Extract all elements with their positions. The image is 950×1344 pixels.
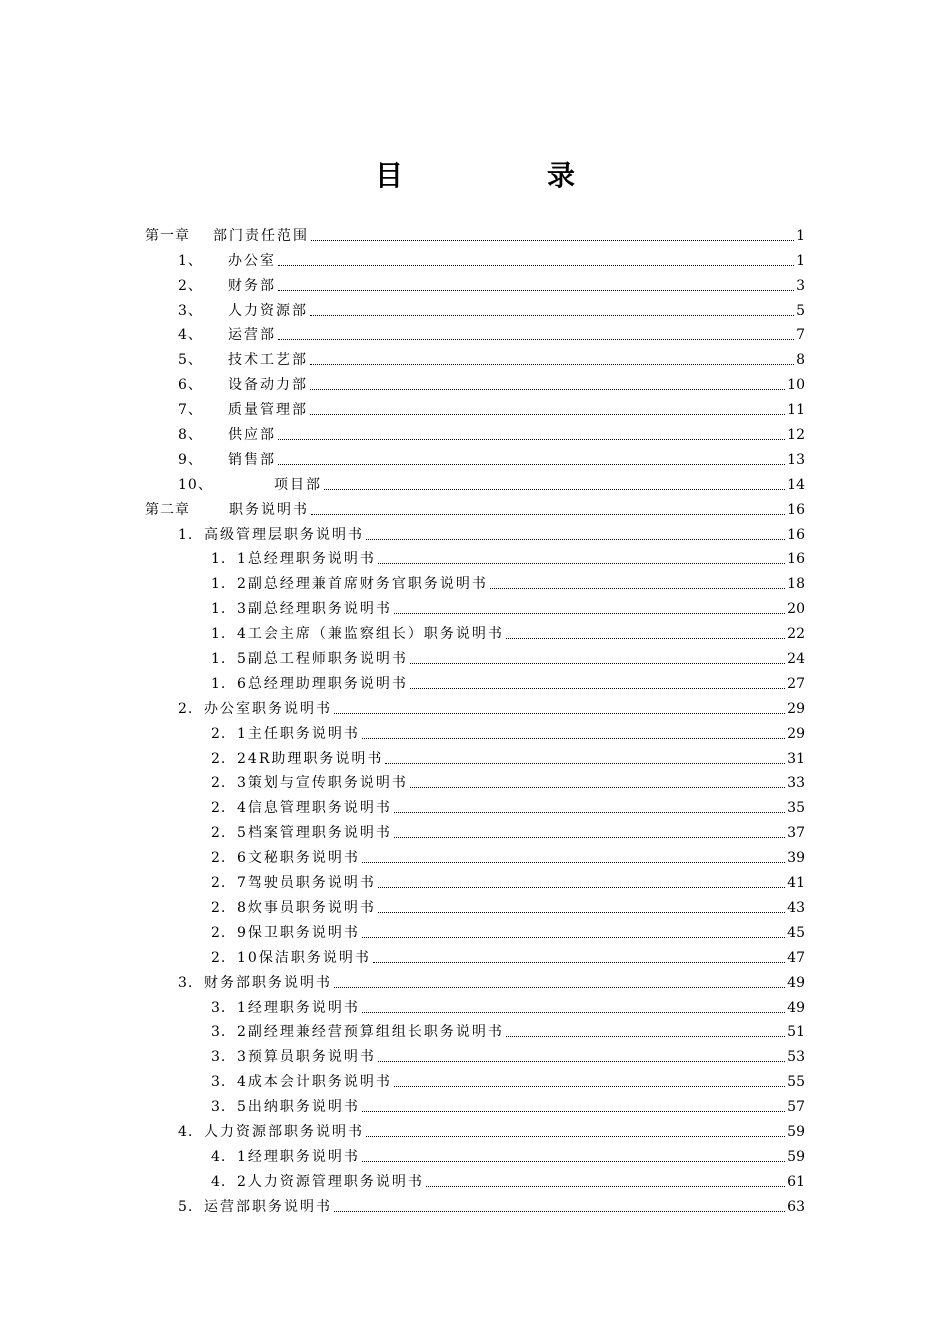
toc-entry-number: 8、 — [178, 427, 203, 444]
toc-entry[interactable] — [0, 792, 950, 817]
dot-leader — [362, 1012, 785, 1013]
dot-leader — [506, 638, 785, 639]
toc-entry-page-number: 39 — [787, 850, 805, 867]
toc-entry[interactable] — [0, 693, 950, 718]
toc-entry[interactable] — [0, 992, 950, 1017]
toc-entry-row — [0, 277, 950, 295]
toc-entry[interactable] — [0, 344, 950, 369]
toc-entry[interactable] — [0, 668, 950, 693]
dot-leader — [278, 265, 794, 266]
toc-entry-label: 供应部 — [228, 427, 276, 444]
toc-entry-number: 3. — [211, 1049, 227, 1066]
dot-leader — [310, 414, 785, 415]
dot-leader — [310, 315, 794, 316]
toc-entry[interactable] — [0, 369, 950, 394]
toc-entry[interactable] — [0, 643, 950, 668]
toc-entry[interactable] — [0, 519, 950, 544]
toc-entry-row — [0, 1198, 950, 1216]
toc-entry-page-number: 59 — [787, 1148, 805, 1165]
dot-leader — [410, 688, 785, 689]
toc-entry-row — [0, 351, 950, 369]
dot-leader — [378, 912, 785, 913]
toc-entry[interactable] — [0, 444, 950, 469]
toc-entry-number: 1. — [211, 651, 227, 668]
toc-entry-label: 运营部职务说明书 — [204, 1198, 332, 1215]
toc-entry-page-number: 53 — [787, 1049, 805, 1066]
toc-entry-number: 4. — [211, 1173, 227, 1190]
toc-entry-row — [0, 675, 950, 693]
toc-entry-number: 第二章 — [145, 501, 190, 518]
dot-leader — [378, 1061, 785, 1062]
toc-entry-number: 3. — [211, 1024, 227, 1041]
toc-entry-label: 运营部 — [228, 327, 276, 344]
toc-entry[interactable] — [0, 320, 950, 345]
toc-entry-number: 2. — [211, 800, 227, 817]
dot-leader — [410, 787, 785, 788]
toc-entry-number: 1. — [211, 576, 227, 593]
toc-entry[interactable] — [0, 1191, 950, 1216]
page-title: 目 录 — [374, 159, 633, 192]
toc-entry-row — [0, 849, 950, 867]
toc-entry-number: 2. — [211, 850, 227, 867]
toc-entry-number: 2. — [211, 875, 227, 892]
toc-entry[interactable] — [0, 469, 950, 494]
dot-leader — [366, 1136, 785, 1137]
toc-entry-page-number: 57 — [787, 1099, 805, 1116]
toc-entry[interactable] — [0, 1041, 950, 1066]
toc-entry[interactable] — [0, 1066, 950, 1091]
toc-entry-label: 6总经理助理职务说明书 — [237, 675, 408, 692]
toc-entry-label: 7驾驶员职务说明书 — [237, 875, 376, 892]
toc-entry[interactable] — [0, 768, 950, 793]
toc-entry-page-number: 63 — [787, 1198, 805, 1215]
toc-entry-number: 2. — [211, 825, 227, 842]
toc-entry-row — [0, 700, 950, 718]
dot-leader — [278, 439, 785, 440]
toc-entry-page-number: 41 — [787, 875, 805, 892]
toc-entry-page-number: 49 — [787, 974, 805, 991]
dot-leader — [324, 489, 785, 490]
toc-entry-label: 4信息管理职务说明书 — [237, 800, 392, 817]
toc-entry-row — [0, 924, 950, 942]
toc-entry-row — [0, 899, 950, 917]
toc-entry-label: 5出纳职务说明书 — [237, 1099, 360, 1116]
toc-entry-number: 4. — [211, 1148, 227, 1165]
toc-entry-row — [0, 824, 950, 842]
toc-entry-label: 1主任职务说明书 — [237, 725, 360, 742]
toc-entry-label: 10保洁职务说明书 — [237, 949, 371, 966]
toc-entry[interactable] — [0, 494, 950, 519]
toc-entry-number: 5. — [178, 1198, 194, 1215]
toc-entry-row — [0, 451, 950, 469]
toc-entry-number: 2. — [211, 924, 227, 941]
toc-entry-number: 9、 — [178, 451, 203, 468]
toc-entry-page-number: 61 — [787, 1173, 805, 1190]
toc-entry-row — [0, 401, 950, 419]
toc-entry-row — [0, 550, 950, 568]
toc-entry-page-number: 22 — [787, 626, 805, 643]
toc-entry[interactable] — [0, 743, 950, 768]
toc-entry-number: 3. — [211, 999, 227, 1016]
dot-leader — [311, 240, 794, 241]
toc-entry[interactable] — [0, 419, 950, 444]
toc-entry-number: 5、 — [178, 352, 203, 369]
dot-leader — [362, 1161, 785, 1162]
toc-entry[interactable] — [0, 618, 950, 643]
toc-entry-row — [0, 1098, 950, 1116]
dot-leader — [394, 837, 785, 838]
toc-entry-number: 2. — [211, 949, 227, 966]
toc-entry-page-number: 33 — [787, 775, 805, 792]
toc-entry-row — [0, 774, 950, 792]
toc-entry-row — [0, 326, 950, 344]
toc-entry-row — [0, 476, 950, 494]
toc-entry[interactable] — [0, 892, 950, 917]
table-of-contents — [0, 220, 950, 1216]
toc-entry-number: 第一章 — [145, 227, 190, 244]
toc-entry[interactable] — [0, 1141, 950, 1166]
dot-leader — [278, 290, 794, 291]
toc-entry[interactable] — [0, 817, 950, 842]
toc-entry-number: 3、 — [178, 302, 203, 319]
dot-leader — [334, 987, 785, 988]
toc-entry[interactable] — [0, 245, 950, 270]
dot-leader — [394, 613, 785, 614]
toc-entry-number: 2. — [211, 750, 227, 767]
toc-entry-row — [0, 1023, 950, 1041]
toc-entry-label: 高级管理层职务说明书 — [204, 526, 364, 543]
toc-entry-label: 项目部 — [274, 476, 322, 493]
toc-entry-label: 技术工艺部 — [228, 352, 308, 369]
toc-entry-number: 7、 — [178, 402, 203, 419]
toc-entry[interactable] — [0, 394, 950, 419]
toc-entry-label: 5档案管理职务说明书 — [237, 825, 392, 842]
toc-entry-label: 部门责任范围 — [213, 227, 309, 244]
dot-leader — [490, 588, 785, 589]
toc-entry-page-number: 51 — [787, 1024, 805, 1041]
toc-entry-row — [0, 575, 950, 593]
toc-entry[interactable] — [0, 1017, 950, 1042]
toc-entry-page-number: 8 — [796, 352, 805, 369]
toc-entry-label: 4成本会计职务说明书 — [237, 1074, 392, 1091]
toc-entry[interactable] — [0, 568, 950, 593]
dot-leader — [385, 763, 785, 764]
toc-entry-page-number: 13 — [787, 451, 805, 468]
toc-entry-page-number: 43 — [787, 899, 805, 916]
toc-entry-label: 2副经理兼经营预算组组长职务说明书 — [237, 1024, 504, 1041]
toc-entry-page-number: 1 — [796, 252, 805, 269]
toc-entry-row — [0, 1048, 950, 1066]
toc-entry-page-number: 10 — [787, 377, 805, 394]
toc-entry-row — [0, 1123, 950, 1141]
toc-entry-number: 2. — [211, 725, 227, 742]
toc-entry-page-number: 29 — [787, 700, 805, 717]
toc-entry-row — [0, 949, 950, 967]
toc-entry-page-number: 20 — [787, 601, 805, 618]
toc-entry-label: 销售部 — [228, 451, 276, 468]
toc-entry[interactable] — [0, 544, 950, 569]
dot-leader — [362, 862, 785, 863]
toc-entry-label: 设备动力部 — [228, 377, 308, 394]
toc-entry-row — [0, 650, 950, 668]
toc-entry-row — [0, 874, 950, 892]
toc-entry-page-number: 7 — [796, 327, 805, 344]
toc-entry-page-number: 3 — [796, 277, 805, 294]
toc-entry-number: 2. — [178, 700, 194, 717]
dot-leader — [334, 713, 785, 714]
toc-entry-row — [0, 799, 950, 817]
toc-entry-label: 2副总经理兼首席财务官职务说明书 — [237, 576, 488, 593]
toc-entry-number: 1. — [178, 526, 194, 543]
toc-entry-page-number: 37 — [787, 825, 805, 842]
dot-leader — [362, 738, 785, 739]
toc-entry[interactable] — [0, 1116, 950, 1141]
dot-leader — [410, 663, 785, 664]
dot-leader — [506, 1036, 785, 1037]
toc-entry-page-number: 18 — [787, 576, 805, 593]
toc-entry-number: 3. — [211, 1099, 227, 1116]
dot-leader — [362, 1111, 785, 1112]
toc-entry-page-number: 35 — [787, 800, 805, 817]
toc-entry-number: 2. — [211, 899, 227, 916]
toc-entry-row — [0, 1148, 950, 1166]
toc-entry-page-number: 49 — [787, 999, 805, 1016]
toc-entry[interactable] — [0, 1166, 950, 1191]
toc-entry-label: 2人力资源管理职务说明书 — [237, 1173, 424, 1190]
toc-entry-label: 3策划与宣传职务说明书 — [237, 775, 408, 792]
toc-entry-number: 3. — [178, 974, 194, 991]
dot-leader — [378, 887, 785, 888]
toc-entry-page-number: 1 — [796, 227, 805, 244]
toc-entry-label: 24R助理职务说明书 — [237, 750, 384, 767]
toc-entry-row — [0, 302, 950, 320]
toc-entry-label: 5副总工程师职务说明书 — [237, 651, 408, 668]
toc-entry-label: 办公室职务说明书 — [204, 700, 332, 717]
dot-leader — [394, 812, 785, 813]
toc-entry-page-number: 45 — [787, 924, 805, 941]
dot-leader — [394, 1086, 785, 1087]
dot-leader — [278, 339, 794, 340]
toc-entry-row — [0, 725, 950, 743]
toc-entry-page-number: 12 — [787, 427, 805, 444]
toc-entry-page-number: 24 — [787, 651, 805, 668]
toc-entry-page-number: 29 — [787, 725, 805, 742]
dot-leader — [278, 464, 785, 465]
toc-entry-label: 财务部 — [228, 277, 276, 294]
toc-entry[interactable] — [0, 917, 950, 942]
toc-entry-row — [0, 526, 950, 544]
dot-leader — [311, 514, 785, 515]
toc-entry-label: 9保卫职务说明书 — [237, 924, 360, 941]
toc-entry[interactable] — [0, 867, 950, 892]
toc-entry-label: 职务说明书 — [229, 501, 309, 518]
toc-entry[interactable] — [0, 593, 950, 618]
toc-entry-number: 4. — [178, 1123, 194, 1140]
toc-entry-label: 人力资源部职务说明书 — [204, 1123, 364, 1140]
toc-entry-row — [0, 501, 950, 519]
toc-entry-row — [0, 376, 950, 394]
dot-leader — [310, 364, 794, 365]
dot-leader — [426, 1186, 785, 1187]
toc-entry-label: 财务部职务说明书 — [204, 974, 332, 991]
toc-entry[interactable] — [0, 967, 950, 992]
toc-entry-row — [0, 252, 950, 270]
toc-entry-page-number: 27 — [787, 675, 805, 692]
toc-entry[interactable] — [0, 718, 950, 743]
toc-entry-number: 10、 — [178, 476, 213, 493]
toc-entry-row — [0, 1073, 950, 1091]
toc-entry-number: 1. — [211, 601, 227, 618]
dot-leader — [373, 962, 785, 963]
toc-entry-label: 1总经理职务说明书 — [237, 551, 376, 568]
dot-leader — [378, 563, 785, 564]
toc-entry-label: 1经理职务说明书 — [237, 1148, 360, 1165]
toc-entry-page-number: 11 — [787, 402, 805, 419]
toc-entry-label: 3副总经理职务说明书 — [237, 601, 392, 618]
toc-entry-row — [0, 974, 950, 992]
toc-entry-label: 4工会主席（兼监察组长）职务说明书 — [237, 626, 504, 643]
toc-entry-row — [0, 426, 950, 444]
toc-entry-number: 1. — [211, 675, 227, 692]
toc-entry-label: 质量管理部 — [228, 402, 308, 419]
toc-entry[interactable] — [0, 270, 950, 295]
toc-entry-number: 1. — [211, 626, 227, 643]
toc-entry-label: 人力资源部 — [228, 302, 308, 319]
toc-entry-row — [0, 750, 950, 768]
toc-entry-page-number: 55 — [787, 1074, 805, 1091]
dot-leader — [310, 389, 785, 390]
dot-leader — [362, 937, 785, 938]
toc-entry-row — [0, 999, 950, 1017]
toc-entry-label: 3预算员职务说明书 — [237, 1049, 376, 1066]
toc-entry-page-number: 31 — [787, 750, 805, 767]
toc-entry[interactable] — [0, 842, 950, 867]
toc-entry-page-number: 5 — [796, 302, 805, 319]
toc-entry-row — [0, 600, 950, 618]
toc-entry-number: 6、 — [178, 377, 203, 394]
toc-entry-number: 1. — [211, 551, 227, 568]
toc-entry-page-number: 16 — [787, 551, 805, 568]
toc-entry-page-number: 47 — [787, 949, 805, 966]
toc-entry-row — [0, 625, 950, 643]
toc-entry[interactable] — [0, 220, 950, 245]
toc-entry[interactable] — [0, 1091, 950, 1116]
toc-entry[interactable] — [0, 942, 950, 967]
toc-entry-row — [0, 227, 950, 245]
toc-entry-number: 3. — [211, 1074, 227, 1091]
toc-entry-page-number: 16 — [787, 501, 805, 518]
toc-entry-page-number: 14 — [787, 476, 805, 493]
dot-leader — [334, 1211, 785, 1212]
toc-entry-row — [0, 1173, 950, 1191]
toc-entry-label: 办公室 — [228, 252, 276, 269]
toc-entry-label: 6文秘职务说明书 — [237, 850, 360, 867]
dot-leader — [366, 539, 785, 540]
toc-entry-number: 2. — [211, 775, 227, 792]
toc-entry-page-number: 59 — [787, 1123, 805, 1140]
toc-entry[interactable] — [0, 295, 950, 320]
toc-entry-number: 1、 — [178, 252, 203, 269]
toc-entry-label: 8炊事员职务说明书 — [237, 899, 376, 916]
toc-entry-label: 1经理职务说明书 — [237, 999, 360, 1016]
toc-entry-number: 4、 — [178, 327, 203, 344]
toc-entry-number: 2、 — [178, 277, 203, 294]
toc-entry-page-number: 16 — [787, 526, 805, 543]
